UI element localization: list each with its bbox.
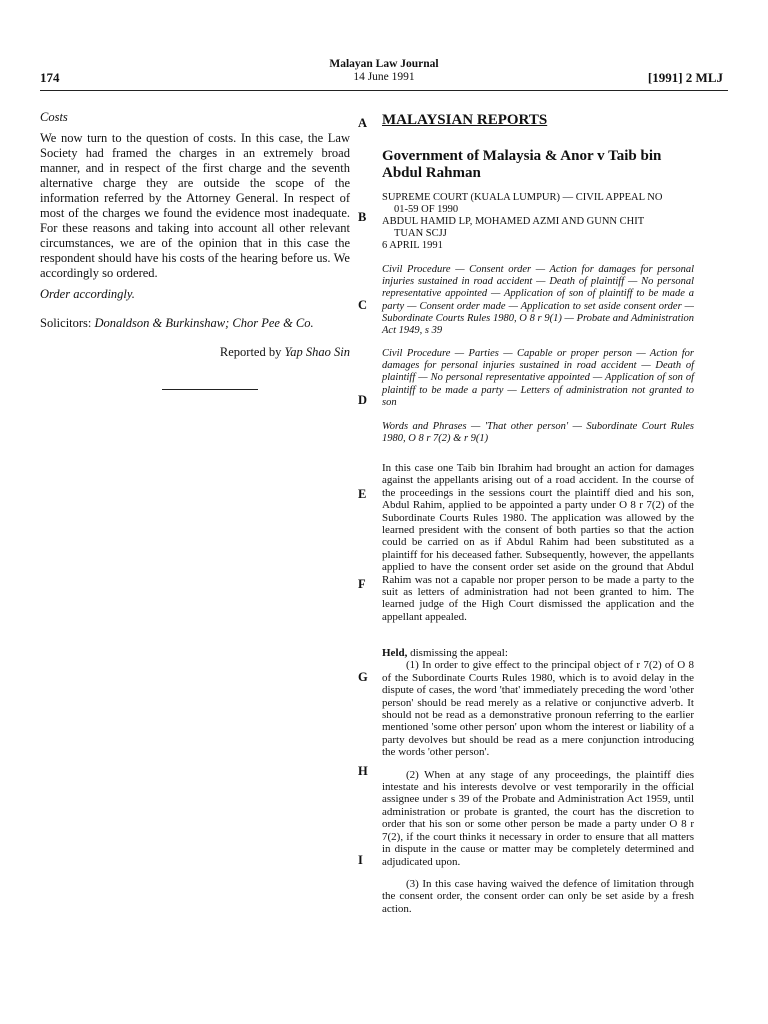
decision-date: 6 APRIL 1991: [382, 240, 443, 251]
reporter-name: Yap Shao Sin: [284, 345, 350, 359]
margin-letter-f: F: [358, 577, 366, 591]
court-details: [382, 192, 694, 252]
held-point-2: (2) When at any stage of any proceedings, the plaintiff dies intestate and his interests devolve or vest temporarily in the official assignee under s 39 of the Probate and Administration Act 1959, until administration or probate is granted, the court has the discretion to order that his son or some other person be made a party under O 8 r 7(2), if the court thinks it necessary in order to ensure that all matters in dispute in the cause or matter may be completely determined and adjudicated upon.: [382, 768, 694, 868]
facts-text: In this case one Taib bin Ibrahim had brought an action for damages against the appellants arising out of a road accident. In the course of the proceedings in the sessions court the plaintiff died and his son, Abdul Rahim, applied to be appointed a party under O 8 r 7(2) of the Subordinate Courts Rules 1980. The application was allowed by the learned president with the consent of both parties so that the action could be carried on as if Abdul Rahim had been substituted as a plaintiff for his deceased father. Subsequently, however, the appellants applied to have the consent order set aside on the ground that Abdul Rahim was not a capable nor proper person to be made a party to the suit as letters of administration had not been granted to him. The learned judge of the High Court dismissed the application and the appellant appealed.: [382, 462, 694, 623]
held-label: Held,: [382, 647, 408, 659]
margin-letter-h: H: [358, 764, 368, 778]
held-point-3: (3) In this case having waived the defence of limitation through the consent order, the consent order can only be set aside by a fresh action.: [382, 877, 694, 915]
page-number: 174: [40, 70, 60, 85]
case-title: Government of Malaysia & Anor v Taib bin Abdul Rahman: [382, 148, 662, 181]
catchwords-3: Words and Phrases — 'That other person' — Subordinate Court Rules 1980, O 8 r 7(2) & r 9(1): [382, 421, 694, 445]
held-section: [382, 647, 694, 915]
margin-letter-c: C: [358, 298, 368, 312]
reported-label: Reported by: [219, 345, 282, 359]
appeal-number: 01-59 OF 1990: [394, 204, 459, 215]
facts-paragraph: [382, 462, 694, 623]
margin-letter-d: D: [358, 393, 368, 407]
issue-date: 14 June 1991: [353, 71, 415, 83]
catchwords-1: Civil Procedure — Consent order — Action for damages for personal injuries sustained in road accident — Death of plaintiff — No personal representative appointed — Application of son of plaintiff to be made a party — Consent order made — Application to set aside consent order — Subordinate Courts Rules 1980, O 8 r 9(1) — Probate and Administration Act 1949, s 39: [382, 264, 694, 337]
end-rule: [162, 389, 258, 390]
citation: [1991] 2 MLJ: [647, 70, 723, 85]
court-line: SUPREME COURT (KUALA LUMPUR) — CIVIL APPEAL NO: [382, 192, 663, 203]
order-line: Order accordingly.: [40, 287, 135, 301]
margin-letter-b: B: [358, 210, 367, 224]
reported-by-line: [40, 345, 350, 360]
section-heading: MALAYSIAN REPORTS: [382, 112, 548, 128]
solicitors-line: [40, 316, 350, 331]
margin-letter-a: A: [358, 116, 368, 130]
margin-letter-i: I: [358, 853, 363, 867]
costs-heading: Costs: [40, 110, 68, 124]
margin-letter-g: G: [358, 670, 368, 684]
journal-name: Malayan Law Journal: [329, 58, 439, 70]
costs-paragraph: We now turn to the question of costs. In this case, the Law Society had framed the charges in an extremely broad manner, and in respect of the first charge and the seventh alternative charge they are outside the scope of the information referred by the Attorney General. In respect of most of the charges we found the evidence most inadequate. For these reasons and taking into account all other relevant circumstances, we are of the opinion that in this case the respondent should have his costs of the hearing before us. We accordingly so ordered.: [40, 131, 350, 280]
held-intro-line: [382, 647, 694, 659]
left-column: [40, 110, 350, 360]
judges-line: ABDUL HAMID LP, MOHAMED AZMI AND GUNN CHIT: [382, 216, 645, 227]
header-rule: [40, 90, 728, 91]
held-point-1: (1) In order to give effect to the principal object of r 7(2) of O 8 of the Subordinate Courts Rules 1980, which is to avoid delay in the dispute of cases, the word 'that' immediately preceding the word 'other person' should be read merely as a relative or conjunctive adverb. It should not be read as a demonstrative pronoun referring to the earlier mentioned 'some other person' upon whom the interest or liability of a party devolves but should be read as a mere conjunction introducing the words 'other person'.: [382, 659, 694, 759]
margin-letter-e: E: [358, 487, 367, 501]
solicitors-label: Solicitors:: [40, 316, 92, 330]
judges-line-cont: TUAN SCJJ: [394, 228, 447, 239]
solicitors-names: Donaldson & Burkinshaw; Chor Pee & Co.: [94, 316, 314, 330]
held-intro: dismissing the appeal:: [410, 647, 508, 659]
catchwords-2: Civil Procedure — Parties — Capable or proper person — Action for damages for personal injuries sustained in road accident — Death of plaintiff — No personal representative appointed — Application of son of plaintiff to be made a party — Letters of administration not granted to son: [382, 348, 694, 408]
